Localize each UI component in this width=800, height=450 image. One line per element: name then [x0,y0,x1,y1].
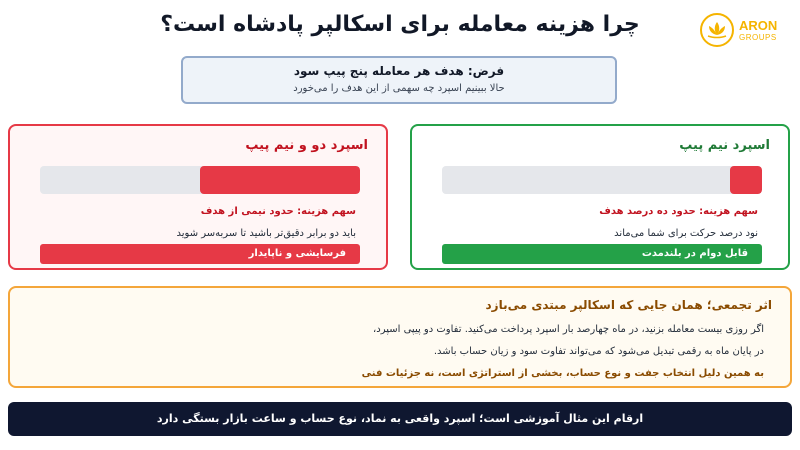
high-spread-bar [40,166,360,194]
high-spread-title: اسپرد دو و نیم پیپ [245,138,368,153]
low-spread-bar [442,166,762,194]
assumption-box [181,56,617,104]
low-spread-verdict: قابل دوام در بلندمدت [442,244,762,264]
low-spread-bar-fill [730,166,762,194]
logo-name: ARON [739,17,778,33]
high-spread-bar-fill [200,166,360,194]
low-spread-remaining: نود درصد حرکت برای شما می‌ماند [614,228,758,239]
cumulative-effect-note [8,286,792,388]
high-spread-cost-share: سهم هزینه: حدود نیمی از هدف [200,206,356,217]
page-title: چرا هزینه معامله برای اسکالپر پادشاه است؟ [160,12,640,37]
low-spread-cost-share: سهم هزینه: حدود ده درصد هدف [599,206,758,217]
high-spread-card [8,124,388,270]
assumption-title: فرض: هدف هر معامله پنج پیپ سود [293,64,505,78]
low-spread-card [410,124,790,270]
note-line-1: اگر روزی بیست معامله بزنید، در ماه چهارصد بار اسپرد پرداخت می‌کنید. تفاوت دو پیپی اسپرد، [373,324,764,335]
logo-subtitle: GROUPS [739,32,777,42]
note-title: اثر تجمعی؛ همان جایی که اسکالپر مبتدی می‌بازد [485,298,772,312]
footer-disclaimer: ارقام این مثال آموزشی است؛ اسپرد واقعی به نماد، نوع حساب و ساعت بازار بستگی دارد [8,402,792,436]
note-line-2: در پایان ماه به رقمی تبدیل می‌شود که می‌تواند تفاوت سود و زیان حساب باشد. [433,346,764,357]
high-spread-verdict: فرسایشی و ناپایدار [40,244,360,264]
low-spread-title: اسپرد نیم پیپ [679,138,770,153]
note-line-3: به همین دلیل انتخاب جفت و نوع حساب، بخشی از استراتژی است، نه جزئیات فنی [361,368,764,379]
high-spread-remaining: باید دو برابر دقیق‌تر باشید تا سربه‌سر شوید [176,228,356,239]
assumption-subtitle: حالا ببینیم اسپرد چه سهمی از این هدف را می‌خورد [293,83,505,94]
brand-logo [700,12,790,48]
lotus-icon [700,13,734,47]
